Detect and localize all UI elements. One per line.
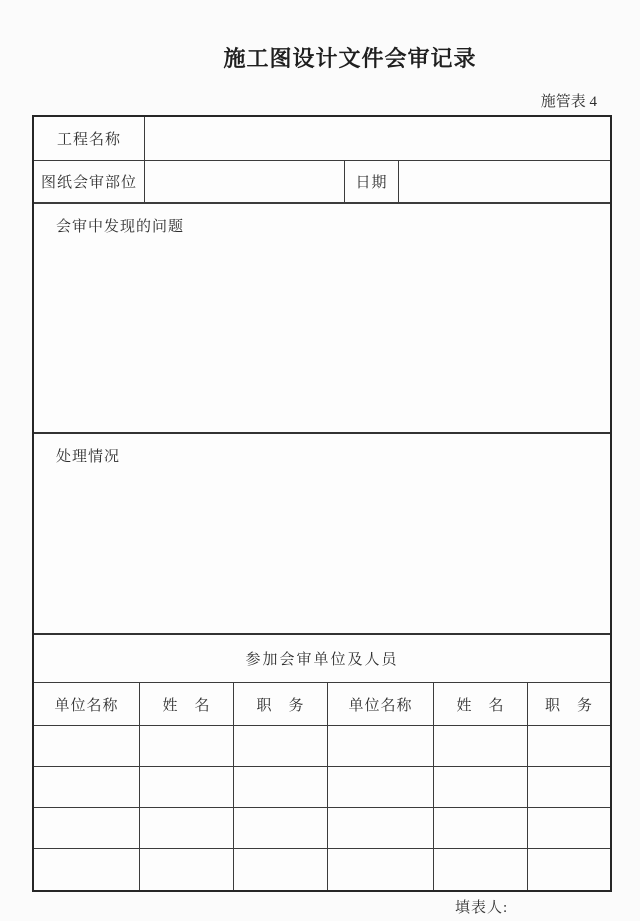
participants-blank-cell[interactable] xyxy=(234,849,328,890)
project-name-row xyxy=(34,117,610,161)
review-part-field[interactable] xyxy=(145,161,345,202)
page-title: 施工图设计文件会审记录 xyxy=(223,46,477,71)
participants-blank-cell[interactable] xyxy=(34,849,140,890)
project-name-field[interactable] xyxy=(145,117,610,160)
participants-header-row xyxy=(34,683,610,726)
participants-header-name-2: 姓 名 xyxy=(434,683,528,725)
participants-blank-cell[interactable] xyxy=(328,808,434,848)
participants-blank-row xyxy=(34,808,610,849)
date-field[interactable] xyxy=(399,161,610,202)
participants-blank-cell[interactable] xyxy=(34,767,140,807)
participants-blank-cell[interactable] xyxy=(140,849,234,890)
participants-blank-cell[interactable] xyxy=(328,767,434,807)
participants-header-title-2: 职 务 xyxy=(544,697,593,714)
participants-header-title-1: 职 务 xyxy=(234,683,328,725)
participants-blank-cell[interactable] xyxy=(34,726,140,766)
participants-blank-cell[interactable] xyxy=(528,849,610,890)
handling-section-label: 处理情况 xyxy=(56,449,121,465)
participants-grid xyxy=(34,683,610,890)
issues-section-label: 会审中发现的问题 xyxy=(56,219,185,235)
issues-section[interactable] xyxy=(34,204,610,434)
review-part-row xyxy=(34,161,610,204)
participants-blank-cell[interactable] xyxy=(434,808,528,848)
participants-blank-cell[interactable] xyxy=(328,726,434,766)
participants-blank-cell[interactable] xyxy=(434,726,528,766)
participants-blank-cell[interactable] xyxy=(234,726,328,766)
form-code-label: 施管表 4 xyxy=(540,94,597,110)
participants-header-name-1: 姓 名 xyxy=(140,683,234,725)
participants-blank-cell[interactable] xyxy=(140,726,234,766)
participants-blank-row xyxy=(34,726,610,767)
participants-section-title: 参加会审单位及人员 xyxy=(34,635,610,683)
participants-blank-cell[interactable] xyxy=(34,808,140,848)
participants-blank-cell[interactable] xyxy=(328,849,434,890)
participants-blank-cell[interactable] xyxy=(140,808,234,848)
project-name-label: 工程名称 xyxy=(34,117,145,160)
handling-section[interactable] xyxy=(34,434,610,635)
participants-blank-row xyxy=(34,849,610,890)
participants-header-unit-1: 单位名称 xyxy=(34,683,140,725)
participants-blank-cell[interactable] xyxy=(528,808,610,848)
participants-blank-cell[interactable] xyxy=(234,767,328,807)
form-filler-label: 填表人: xyxy=(455,900,509,916)
participants-blank-row xyxy=(34,767,610,808)
participants-blank-cell[interactable] xyxy=(140,767,234,807)
participants-blank-cell[interactable] xyxy=(528,726,610,766)
participants-blank-cell[interactable] xyxy=(434,767,528,807)
participants-blank-cell[interactable] xyxy=(528,767,610,807)
participants-blank-cell[interactable] xyxy=(234,808,328,848)
date-label: 日期 xyxy=(345,161,399,202)
review-form-table xyxy=(32,115,612,892)
participants-blank-cell[interactable] xyxy=(434,849,528,890)
review-part-label: 图纸会审部位 xyxy=(34,161,145,202)
participants-header-unit-2: 单位名称 xyxy=(328,683,434,725)
